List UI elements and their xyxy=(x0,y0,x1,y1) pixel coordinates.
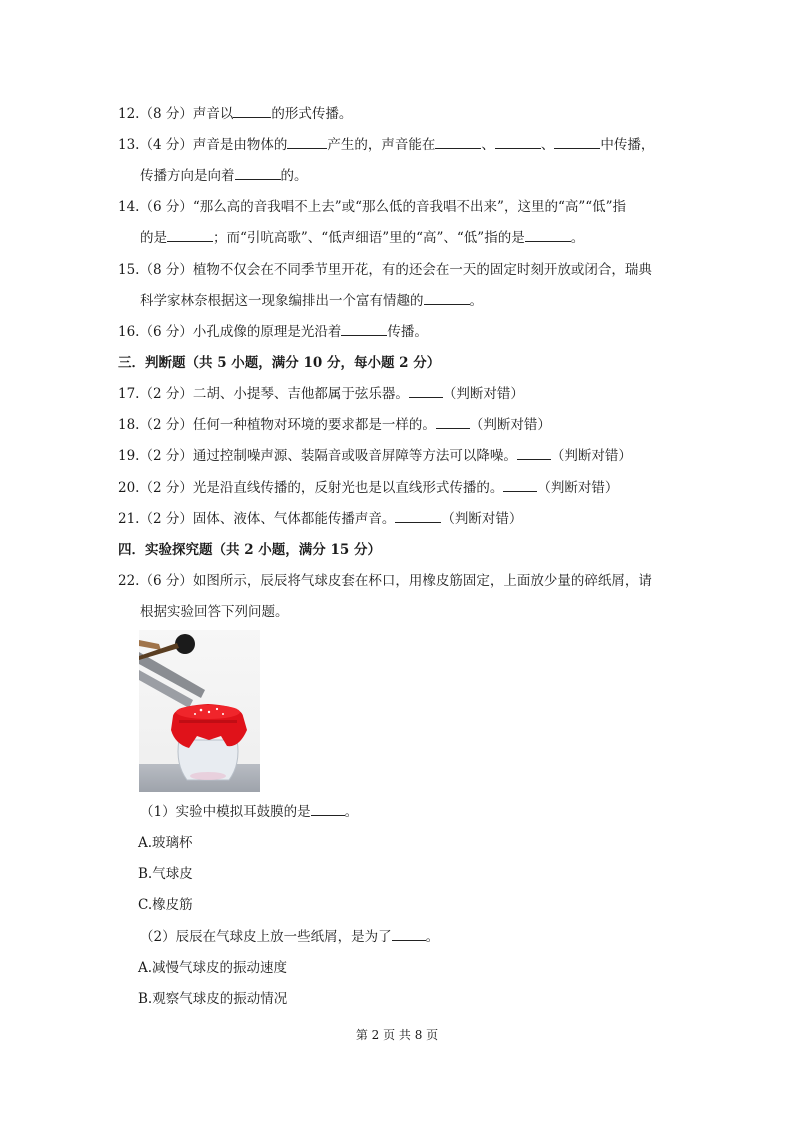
answer-blank xyxy=(495,136,541,149)
question-12 xyxy=(118,105,352,123)
question-22-line2: 根据实验回答下列问题。 xyxy=(140,604,289,620)
question-18 xyxy=(118,416,551,434)
q19-tail: （判断对错） xyxy=(550,448,632,464)
q14-text-4: 。 xyxy=(570,230,585,246)
q21-text: 21.（2 分）固体、液体、气体都能传播声音。 xyxy=(118,511,396,527)
q12-text-end: 的形式传播。 xyxy=(271,106,353,122)
question-14-line2 xyxy=(140,229,584,247)
experiment-photo xyxy=(139,630,260,792)
answer-blank xyxy=(233,105,271,118)
sub2-end: 。 xyxy=(425,929,440,945)
question-21 xyxy=(118,510,522,528)
sub1-text: （1）实验中模拟耳鼓膜的是 xyxy=(140,804,311,820)
question-14 xyxy=(118,198,626,216)
question-20 xyxy=(118,479,618,497)
section-heading-judge: 三．判断题（共 5 小题，满分 10 分，每小题 2 分） xyxy=(118,355,441,371)
q20-tail: （判断对错） xyxy=(537,480,619,496)
answer-blank xyxy=(341,323,387,336)
option-a2: A.减慢气球皮的振动速度 xyxy=(138,960,288,976)
answer-blank xyxy=(436,416,470,429)
answer-blank xyxy=(409,385,443,398)
question-15-line2 xyxy=(140,292,483,310)
answer-blank xyxy=(167,229,213,242)
q18-text: 18.（2 分）任何一种植物对环境的要求都是一样的。 xyxy=(118,417,436,433)
q18-tail: （判断对错） xyxy=(469,417,551,433)
q14-text: 14.（6 分）“那么高的音我唱不上去”或“那么低的音我唱不出来”，这里的“高”“低”指 xyxy=(118,199,627,215)
sub2-text: （2）辰辰在气球皮上放一些纸屑，是为了 xyxy=(140,929,392,945)
q13-text: 13.（4 分）声音是由物体的 xyxy=(118,137,288,153)
answer-blank xyxy=(395,510,441,523)
q14-text-2: 的是 xyxy=(140,230,167,246)
q13-text-3: 中传播， xyxy=(600,137,655,153)
q15-text: 15.（8 分）植物不仅会在不同季节里开花，有的还会在一天的固定时刻开放或闭合，瑞典 xyxy=(118,262,652,278)
answer-blank xyxy=(554,136,600,149)
answer-blank xyxy=(287,136,327,149)
q16-text-2: 传播。 xyxy=(387,324,428,340)
q20-text: 20.（2 分）光是沿直线传播的，反射光也是以直线形式传播的。 xyxy=(118,480,504,496)
q13-sep: 、 xyxy=(481,137,495,153)
sub1-end: 。 xyxy=(344,804,359,820)
question-19 xyxy=(118,447,632,465)
question-13 xyxy=(118,136,654,154)
q15-text-3: 。 xyxy=(469,293,483,309)
q14-text-3: ；而“引吭高歌”、“低声细语”里的“高”、“低”指的是 xyxy=(213,230,525,246)
q12-text: 12.（8 分）声音以 xyxy=(118,106,234,122)
page-footer: 第 2 页 共 8 页 xyxy=(355,1028,439,1042)
answer-blank xyxy=(435,136,481,149)
q13-text-5: 的。 xyxy=(280,168,308,184)
answer-blank xyxy=(235,167,281,180)
question-15 xyxy=(118,261,652,279)
option-c1: C.橡皮筋 xyxy=(138,897,193,913)
option-b2: B.观察气球皮的振动情况 xyxy=(138,991,288,1007)
q13-sep: 、 xyxy=(540,137,555,153)
question-16 xyxy=(118,323,428,341)
q16-text: 16.（6 分）小孔成像的原理是光沿着 xyxy=(118,324,342,340)
q17-text: 17.（2 分）二胡、小提琴、吉他都属于弦乐器。 xyxy=(118,386,409,402)
answer-blank xyxy=(392,928,426,941)
question-17 xyxy=(118,385,524,403)
answer-blank xyxy=(311,803,345,816)
option-a1: A.玻璃杯 xyxy=(138,835,193,851)
q21-tail: （判断对错） xyxy=(441,511,523,527)
answer-blank xyxy=(503,479,537,492)
q22-sub1 xyxy=(140,803,358,821)
q13-text-4: 传播方向是向着 xyxy=(140,168,235,184)
q22-sub2 xyxy=(140,928,439,946)
question-22: 22.（6 分）如图所示，辰辰将气球皮套在杯口，用橡皮筋固定，上面放少量的碎纸屑，请 xyxy=(118,573,652,589)
question-13-line2 xyxy=(140,167,308,185)
mallet xyxy=(175,634,195,654)
option-b1: B.气球皮 xyxy=(138,866,193,882)
answer-blank xyxy=(525,229,571,242)
q19-text: 19.（2 分）通过控制噪声源、装隔音或吸音屏障等方法可以降噪。 xyxy=(118,448,517,464)
answer-blank xyxy=(517,447,551,460)
answer-blank xyxy=(424,292,470,305)
section-heading-experiment: 四．实验探究题（共 2 小题，满分 15 分） xyxy=(118,542,381,558)
q13-text-2: 产生的，声音能在 xyxy=(327,137,436,153)
q15-text-2: 科学家林奈根据这一现象编排出一个富有情趣的 xyxy=(140,293,424,309)
q17-tail: （判断对错） xyxy=(442,386,524,402)
